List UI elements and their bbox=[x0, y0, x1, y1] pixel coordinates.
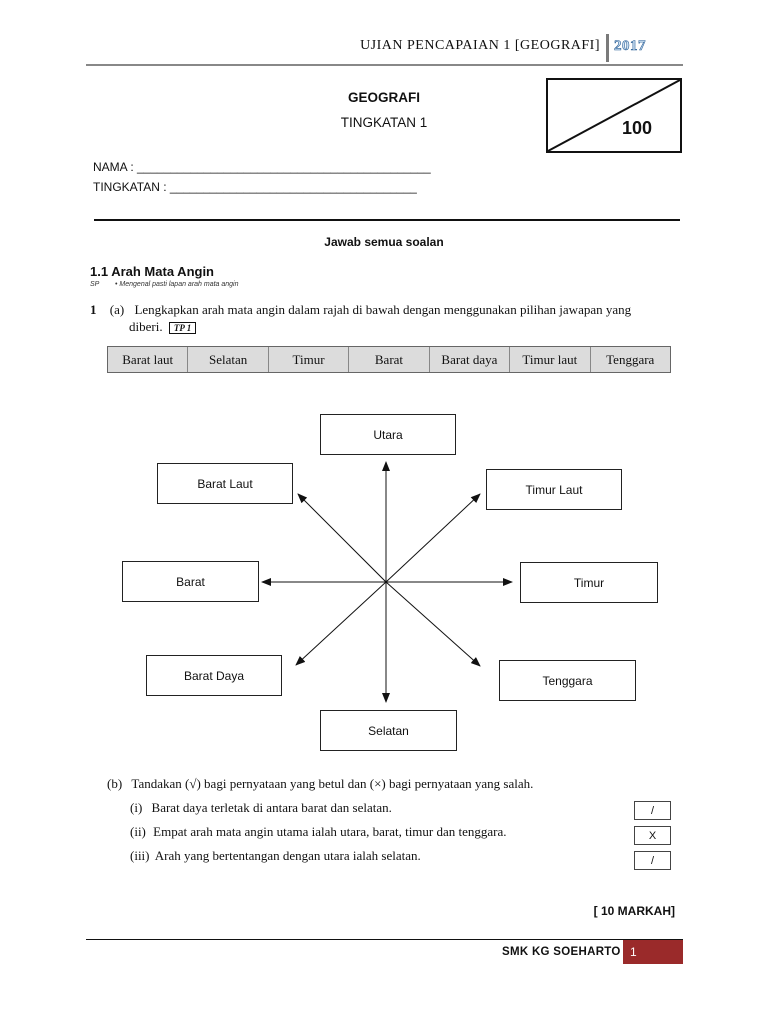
part-b-label: (b) bbox=[107, 776, 123, 791]
option-tenggara[interactable]: Tenggara bbox=[591, 347, 670, 372]
option-barat-daya[interactable]: Barat daya bbox=[430, 347, 510, 372]
instruction: Jawab semua soalan bbox=[324, 235, 444, 249]
answer-box-2[interactable]: X bbox=[634, 826, 671, 845]
total-marks: [ 10 MARKAH] bbox=[593, 904, 675, 918]
question-text-1: Lengkapkan arah mata angin dalam rajah di bawah dengan menggunakan pilihan jawapan yang bbox=[134, 302, 632, 317]
footer-school: SMK KG SOEHARTO bbox=[502, 946, 621, 958]
answer-box-1[interactable]: / bbox=[634, 801, 671, 820]
compass-box-northeast[interactable]: Timur Laut bbox=[486, 469, 622, 510]
option-barat-laut[interactable]: Barat laut bbox=[108, 347, 188, 372]
level-text: TINGKATAN 1 bbox=[340, 115, 428, 130]
class-field[interactable]: TINGKATAN : _____________________________________ bbox=[93, 180, 417, 194]
statement-3-text: Arah yang bertentangan dengan utara ialah selatan. bbox=[154, 848, 421, 863]
compass-box-north[interactable]: Utara bbox=[320, 414, 456, 455]
question-text-2: diberi. bbox=[129, 319, 163, 334]
option-selatan[interactable]: Selatan bbox=[188, 347, 268, 372]
part-b-intro bbox=[107, 776, 533, 792]
footer-page-number: 1 bbox=[623, 940, 683, 964]
header-year: 2017 bbox=[614, 38, 646, 54]
arrow-southeast bbox=[386, 582, 480, 666]
compass-box-west[interactable]: Barat bbox=[122, 561, 259, 602]
statement-3 bbox=[130, 848, 421, 864]
arrow-northeast bbox=[386, 494, 480, 582]
arrow-northwest bbox=[298, 494, 386, 582]
compass-box-northwest[interactable]: Barat Laut bbox=[157, 463, 293, 504]
score-total: 100 bbox=[622, 118, 653, 138]
option-barat[interactable]: Barat bbox=[349, 347, 429, 372]
section-title: 1.1 Arah Mata Angin bbox=[90, 264, 215, 279]
question-number: 1 bbox=[90, 302, 97, 317]
statement-2-num: (ii) bbox=[130, 824, 146, 839]
statement-2 bbox=[130, 824, 507, 840]
answer-box-3[interactable]: / bbox=[634, 851, 671, 870]
statement-3-num: (iii) bbox=[130, 848, 150, 863]
arrow-southwest bbox=[296, 582, 386, 665]
option-timur-laut[interactable]: Timur laut bbox=[510, 347, 590, 372]
statement-1 bbox=[130, 800, 392, 816]
sp-label: SP bbox=[90, 281, 100, 288]
option-timur[interactable]: Timur bbox=[269, 347, 349, 372]
statement-1-num: (i) bbox=[130, 800, 143, 815]
name-field[interactable]: NAMA : ____________________________________________ bbox=[93, 160, 431, 174]
statement-1-text: Barat daya terletak di antara barat dan selatan. bbox=[151, 800, 392, 815]
footer-rule bbox=[86, 939, 683, 940]
question-part-a: (a) bbox=[109, 302, 125, 317]
part-b-text: Tandakan (√) bagi pernyataan yang betul dan (×) bagi pernyataan yang salah. bbox=[131, 776, 534, 791]
subject-text: GEOGRAFI bbox=[347, 90, 420, 105]
statement-2-text: Empat arah mata angin utama ialah utara, barat, timur dan tenggara. bbox=[153, 824, 507, 839]
compass-box-southwest[interactable]: Barat Daya bbox=[146, 655, 282, 696]
compass-box-east[interactable]: Timur bbox=[520, 562, 658, 603]
tp-badge: TP 1 bbox=[169, 322, 196, 334]
compass-box-south[interactable]: Selatan bbox=[320, 710, 457, 751]
header-title: UJIAN PENCAPAIAN 1 [GEOGRAFI] bbox=[360, 38, 600, 53]
compass-box-southeast[interactable]: Tenggara bbox=[499, 660, 636, 701]
sp-text: • Mengenal pasti lapan arah mata angin bbox=[115, 281, 239, 288]
